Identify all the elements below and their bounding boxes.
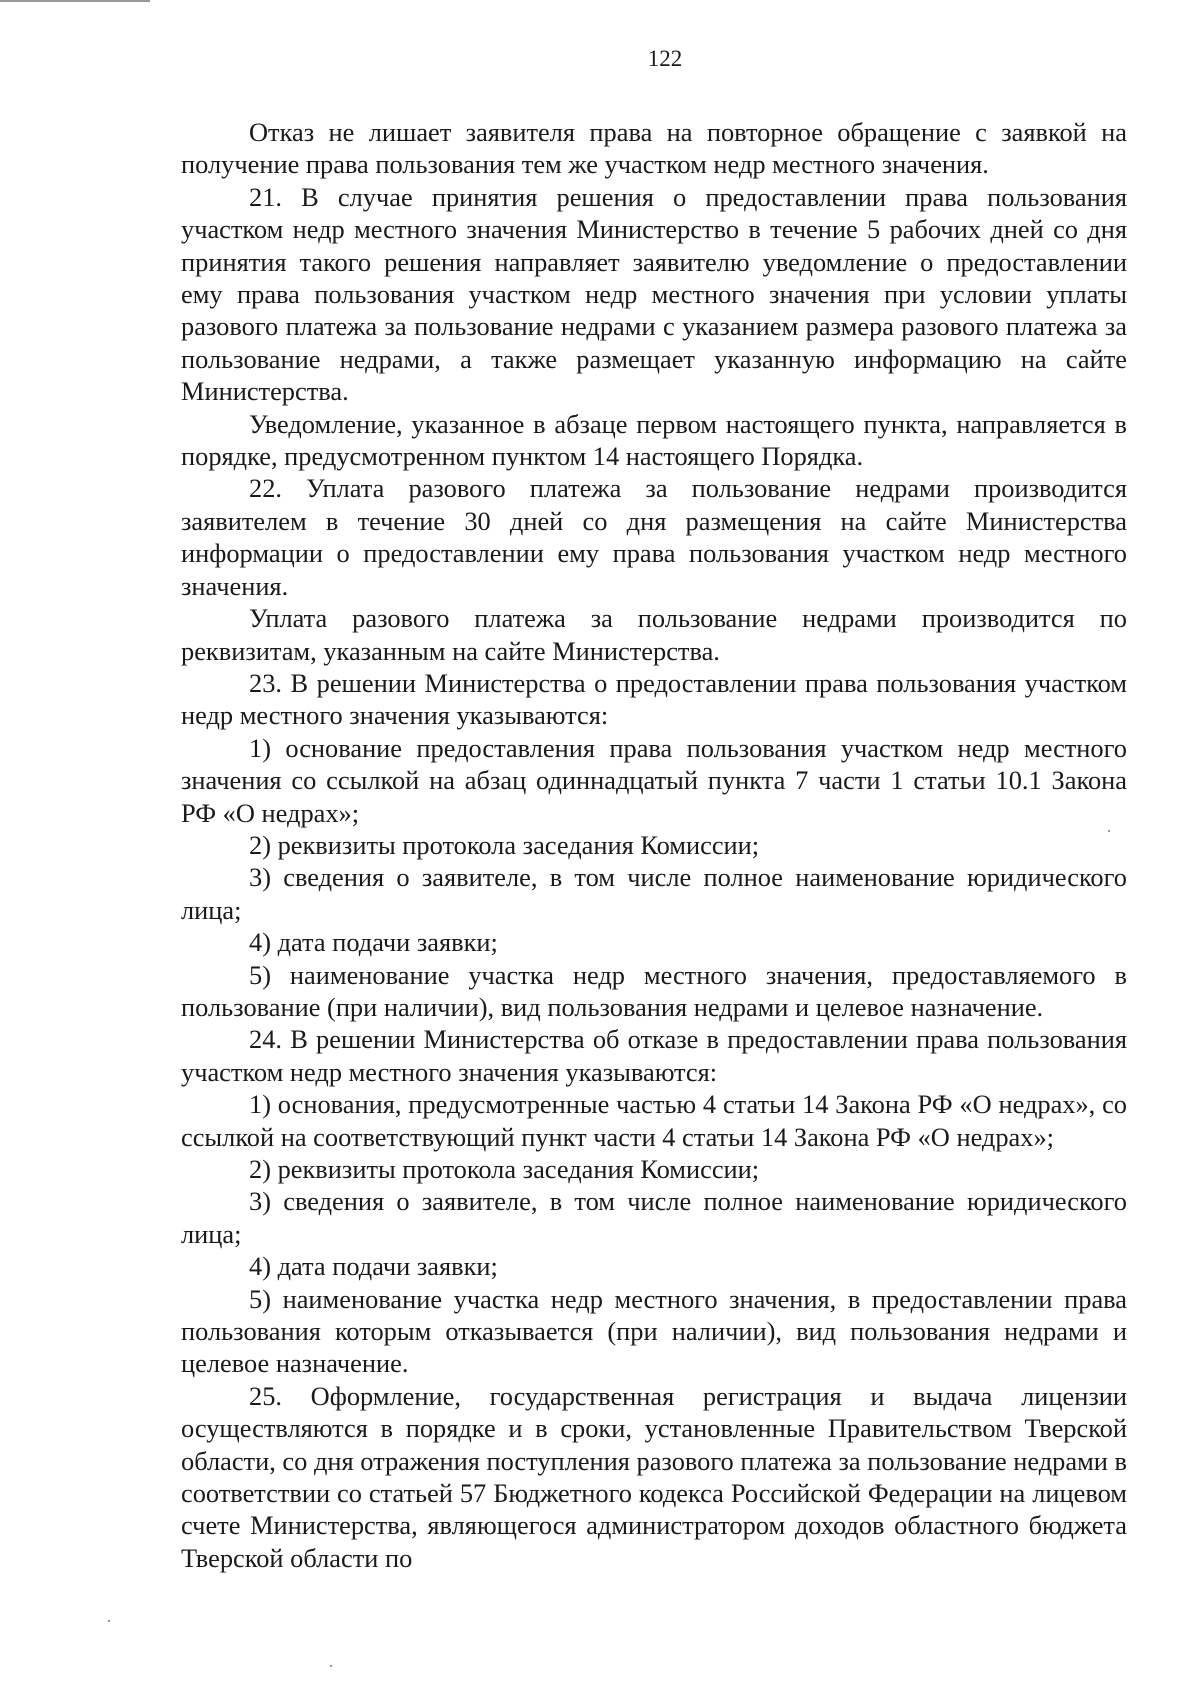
- paragraph-22: 22. Уплата разового платежа за пользование недрами производится заявителем в течение 30 дней со дня размещения на сайте Министерства информации о предоставлении ему права пользования участком недр местного значения.: [181, 473, 1127, 601]
- list-item-24-3: 3) сведения о заявителе, в том числе полное наименование юридического лица;: [181, 1186, 1127, 1249]
- paragraph-refusal-note: Отказ не лишает заявителя права на повторное обращение с заявкой на получение права пользования тем же участком недр местного значения.: [181, 117, 1127, 180]
- scan-speck: [108, 1620, 110, 1622]
- paragraph-25: 25. Оформление, государственная регистрация и выдача лицензии осуществляются в порядке и в сроки, установленные Правительством Тверской области, со дня отражения поступления разового платежа за пользование недрами в соответствии со статьей 57 Бюджетного кодекса Российской Федерации на лицевом счете Министерства, являющегося администратором доходов областного бюджета Тверской области по: [181, 1380, 1127, 1573]
- paragraph-22-payment: Уплата разового платежа за пользование недрами производится по реквизитам, указанным на сайте Министерства.: [181, 603, 1127, 666]
- list-item-24-4: 4) дата подачи заявки;: [249, 1251, 498, 1282]
- paragraph-24: 24. В решении Министерства об отказе в предоставлении права пользования участком недр местного значения указываются:: [181, 1024, 1127, 1087]
- list-item-23-2: 2) реквизиты протокола заседания Комиссии;: [249, 829, 760, 860]
- scan-speck: [330, 1665, 332, 1667]
- scan-speck: [1108, 830, 1110, 832]
- paragraph-23: 23. В решении Министерства о предоставлении права пользования участком недр местного значения указываются:: [181, 667, 1127, 731]
- list-item-24-2: 2) реквизиты протокола заседания Комиссии;: [249, 1154, 760, 1184]
- list-item-23-1: 1) основание предоставления права пользования участком недр местного значения со ссылкой на абзац одиннадцатый пункта 7 части 1 статьи 10.1 Закона РФ «О недрах»;: [181, 732, 1127, 828]
- paragraph-21-notice: Уведомление, указанное в абзаце первом настоящего пункта, направляется в порядке, предусмотренном пунктом 14 настоящего Порядка.: [181, 408, 1127, 472]
- paragraph-21: 21. В случае принятия решения о предоставлении права пользования участком недр местного значения Министерство в течение 5 рабочих дней со дня принятия такого решения направляет заявителю уведомление о предоставлении ему права пользования участком недр местного значения при условии уплаты разового платежа за пользование недрами с указанием размера разового платежа за пользование недрами, а также размещает указанную информацию на сайте Министерства.: [181, 181, 1127, 407]
- list-item-23-4: 4) дата подачи заявки;: [249, 927, 498, 958]
- list-item-24-5: 5) наименование участка недр местного значения, в предоставлении права пользования которым отказывается (при наличии), вид пользования недрами и целевое назначение.: [181, 1283, 1127, 1379]
- document-body: [181, 116, 1127, 1574]
- scan-edge-line: [0, 0, 150, 2]
- list-item-24-1: 1) основания, предусмотренные частью 4 статьи 14 Закона РФ «О недрах», со ссылкой на соответствующий пункт части 4 статьи 14 Закона РФ «О недрах»;: [181, 1089, 1127, 1152]
- page-number: 122: [647, 46, 683, 71]
- list-item-23-5: 5) наименование участка недр местного значения, предоставляемого в пользование (при наличии), вид пользования недрами и целевое назначение.: [181, 959, 1127, 1022]
- list-item-23-3: 3) сведения о заявителе, в том числе полное наименование юридического лица;: [181, 862, 1127, 925]
